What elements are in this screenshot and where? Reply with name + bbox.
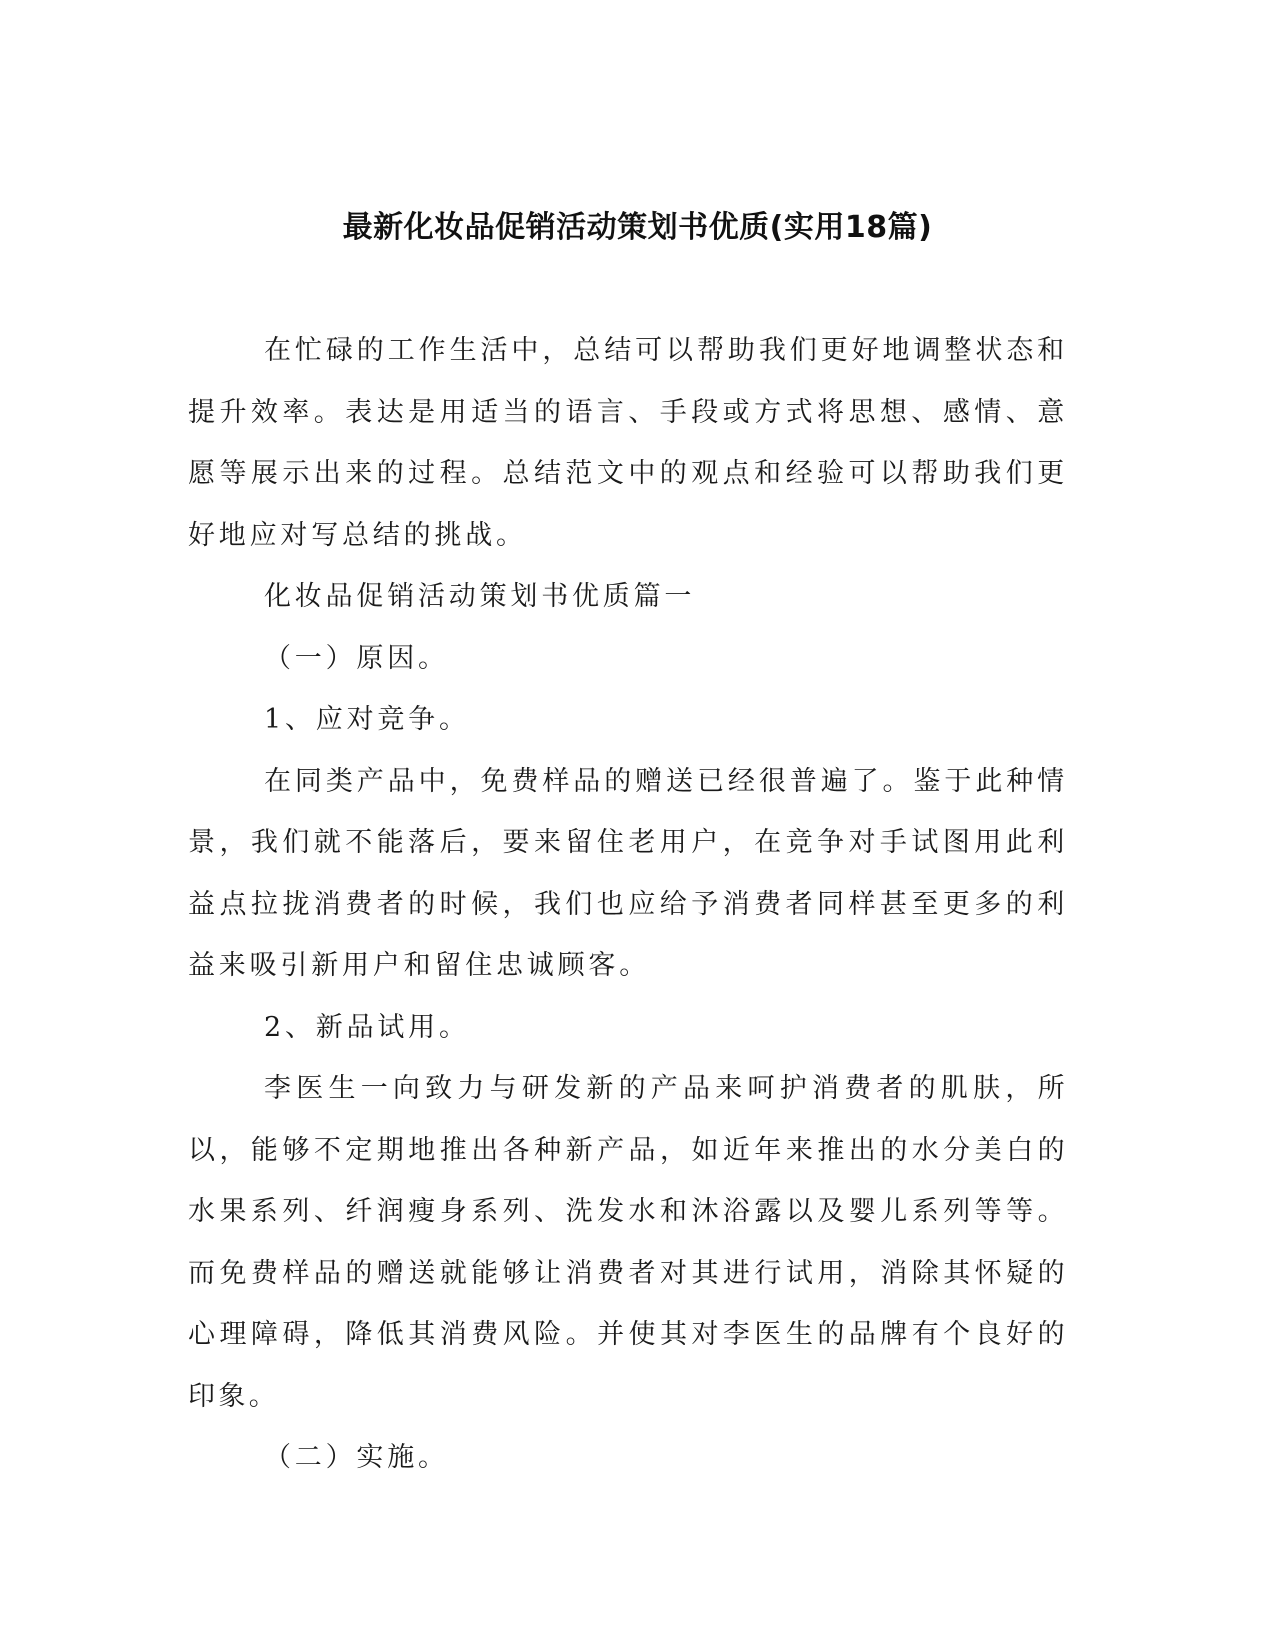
- item-label-competition: 1、应对竞争。: [264, 704, 470, 735]
- section-label-implementation: （二）实施。: [264, 1442, 449, 1473]
- item-paragraph-competition: 在同类产品中，免费样品的赠送已经很普遍了。鉴于此种情景，我们就不能落后，要来留住老用户，在竞争对手试图用此利益点拉拢消费者的时候，我们也应给予消费者同样甚至更多的利益来吸引新用户和留住忠诚顾客。: [188, 765, 1068, 981]
- part-heading: 化妆品促销活动策划书优质篇一: [264, 581, 696, 612]
- item-paragraph-trial: 李医生一向致力与研发新的产品来呵护消费者的肌肤，所以，能够不定期地推出各种新产品，如近年来推出的水分美白的水果系列、纤润瘦身系列、洗发水和沐浴露以及婴儿系列等等。而免费样品的赠送就能够让消费者对其进行试用，消除其怀疑的心理障碍，降低其消费风险。并使其对李医生的品牌有个良好的印象。: [188, 1073, 1068, 1412]
- section-label-reason: （一）原因。: [264, 642, 449, 674]
- intro-paragraph: 在忙碌的工作生活中，总结可以帮助我们更好地调整状态和提升效率。表达是用适当的语言、手段或方式将思想、感情、意愿等展示出来的过程。总结范文中的观点和经验可以帮助我们更好地应对写总结的挑战。: [188, 335, 1068, 551]
- document-body: [188, 320, 1068, 1489]
- document-title: 最新化妆品促销活动策划书优质(实用18篇): [342, 210, 933, 245]
- item-label-trial: 2、新品试用。: [264, 1011, 470, 1043]
